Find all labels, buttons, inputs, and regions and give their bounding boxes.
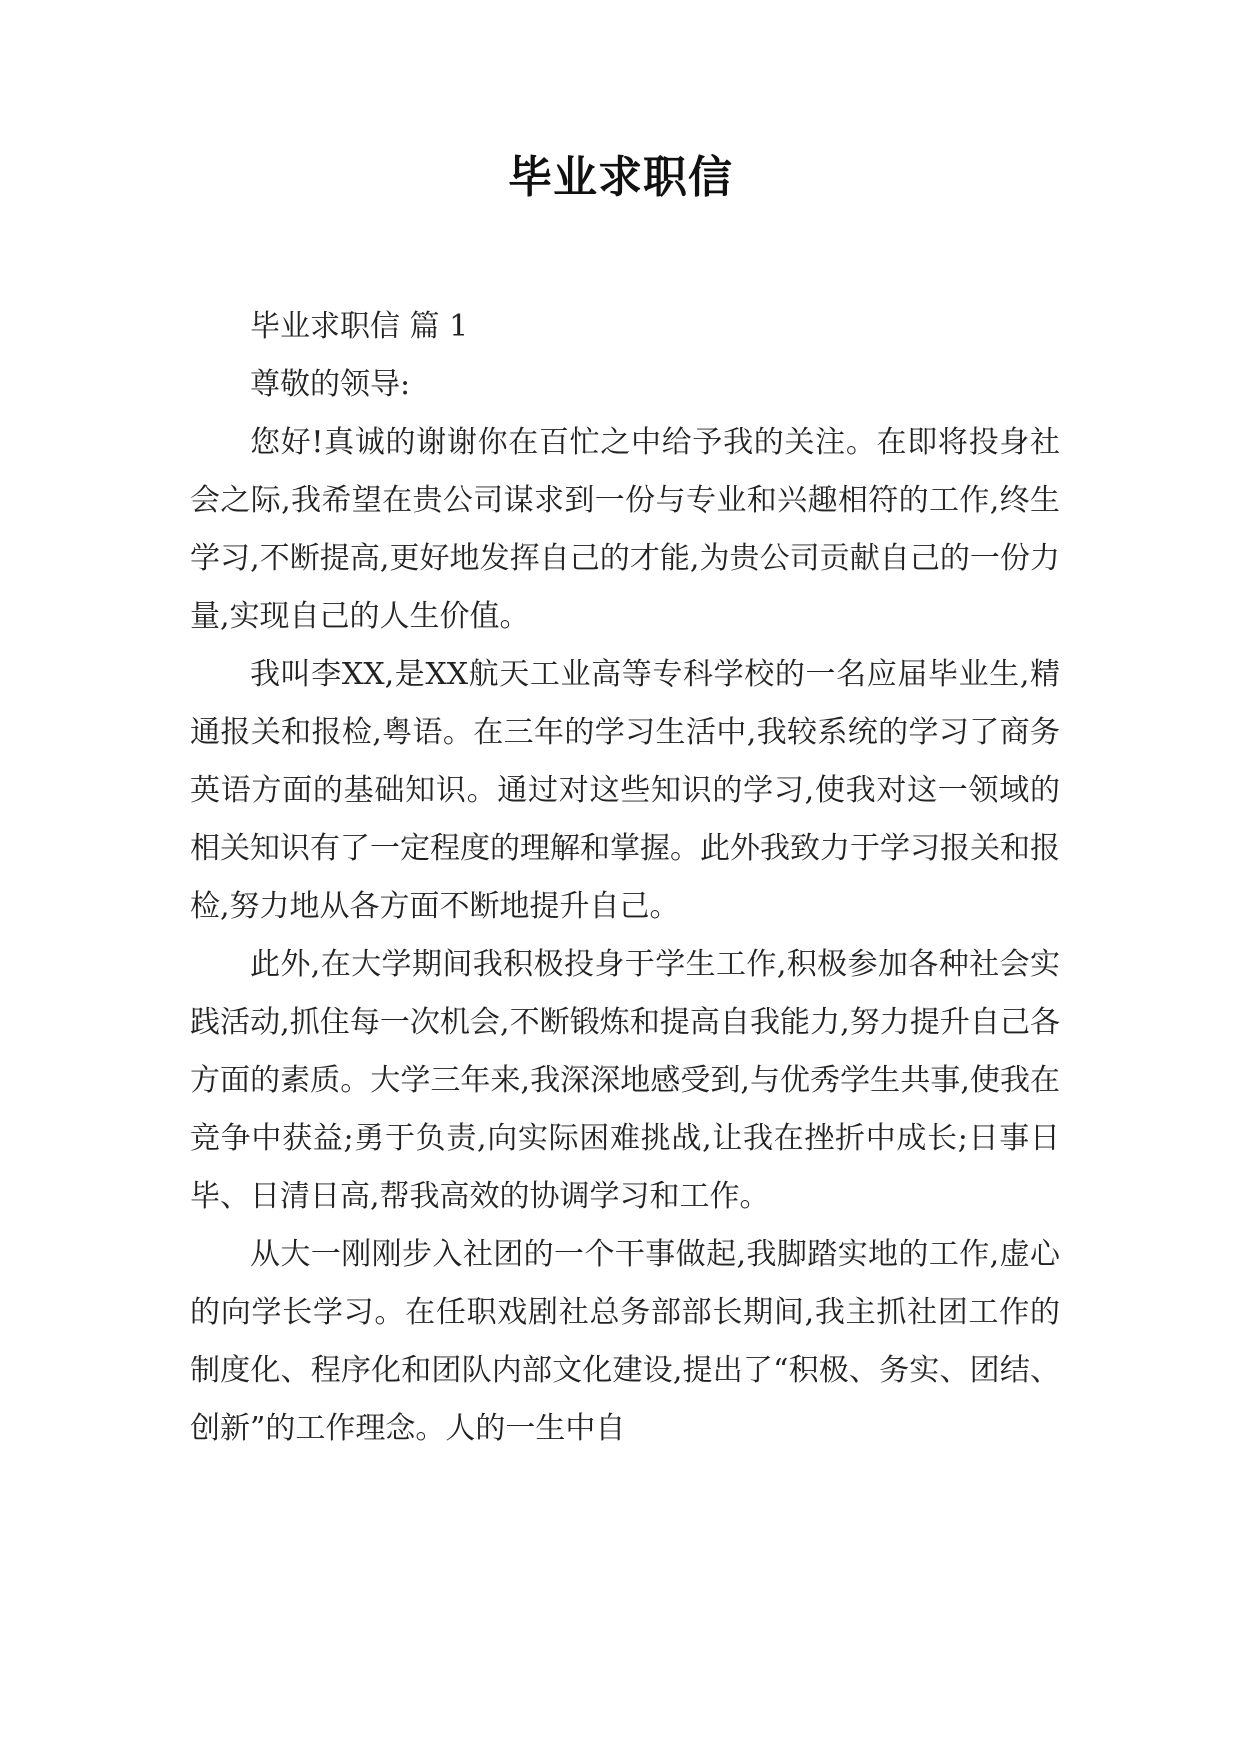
salutation: 尊敬的领导: — [250, 367, 411, 402]
paragraph-activities: 此外,在大学期间我积极投身于学生工作,积极参加各种社会实践活动,抓住每一次机会,不断锻炼和提高自我能力,努力提升自己各方面的素质。大学三年来,我深深地感受到,与优秀学生共事,使我在竞争中获益;勇于负责,向实际困难挑战,让我在挫折中成长;日事日毕、日清日高,帮我高效的协调学习和工作。 — [190, 947, 1060, 1214]
paragraph-introduction: 我叫李XX,是XX航天工业高等专科学校的一名应届毕业生,精通报关和报检,粤语。在三年的学习生活中,我较系统的学习了商务英语方面的基础知识。通过对这些知识的学习,使我对这一领域的相关知识有了一定程度的理解和掌握。此外我致力于学习报关和报检,努力地从各方面不断地提升自己。 — [190, 657, 1060, 924]
paragraph-greeting: 您好!真诚的谢谢你在百忙之中给予我的关注。在即将投身社会之际,我希望在贵公司谋求到一份与专业和兴趣相符的工作,终生学习,不断提高,更好地发挥自己的才能,为贵公司贡献自己的一份力量,实现自己的人生价值。 — [190, 425, 1060, 634]
document-title: 毕业求职信 — [508, 152, 733, 203]
document-body — [190, 298, 1060, 1458]
section-heading: 毕业求职信 篇 1 — [250, 309, 469, 344]
paragraph-club-experience: 从大一刚刚步入社团的一个干事做起,我脚踏实地的工作,虚心的向学长学习。在任职戏剧社总务部部长期间,我主抓社团工作的制度化、程序化和团队内部文化建设,提出了“积极、务实、团结、创新”的工作理念。人的一生中自 — [190, 1237, 1060, 1446]
